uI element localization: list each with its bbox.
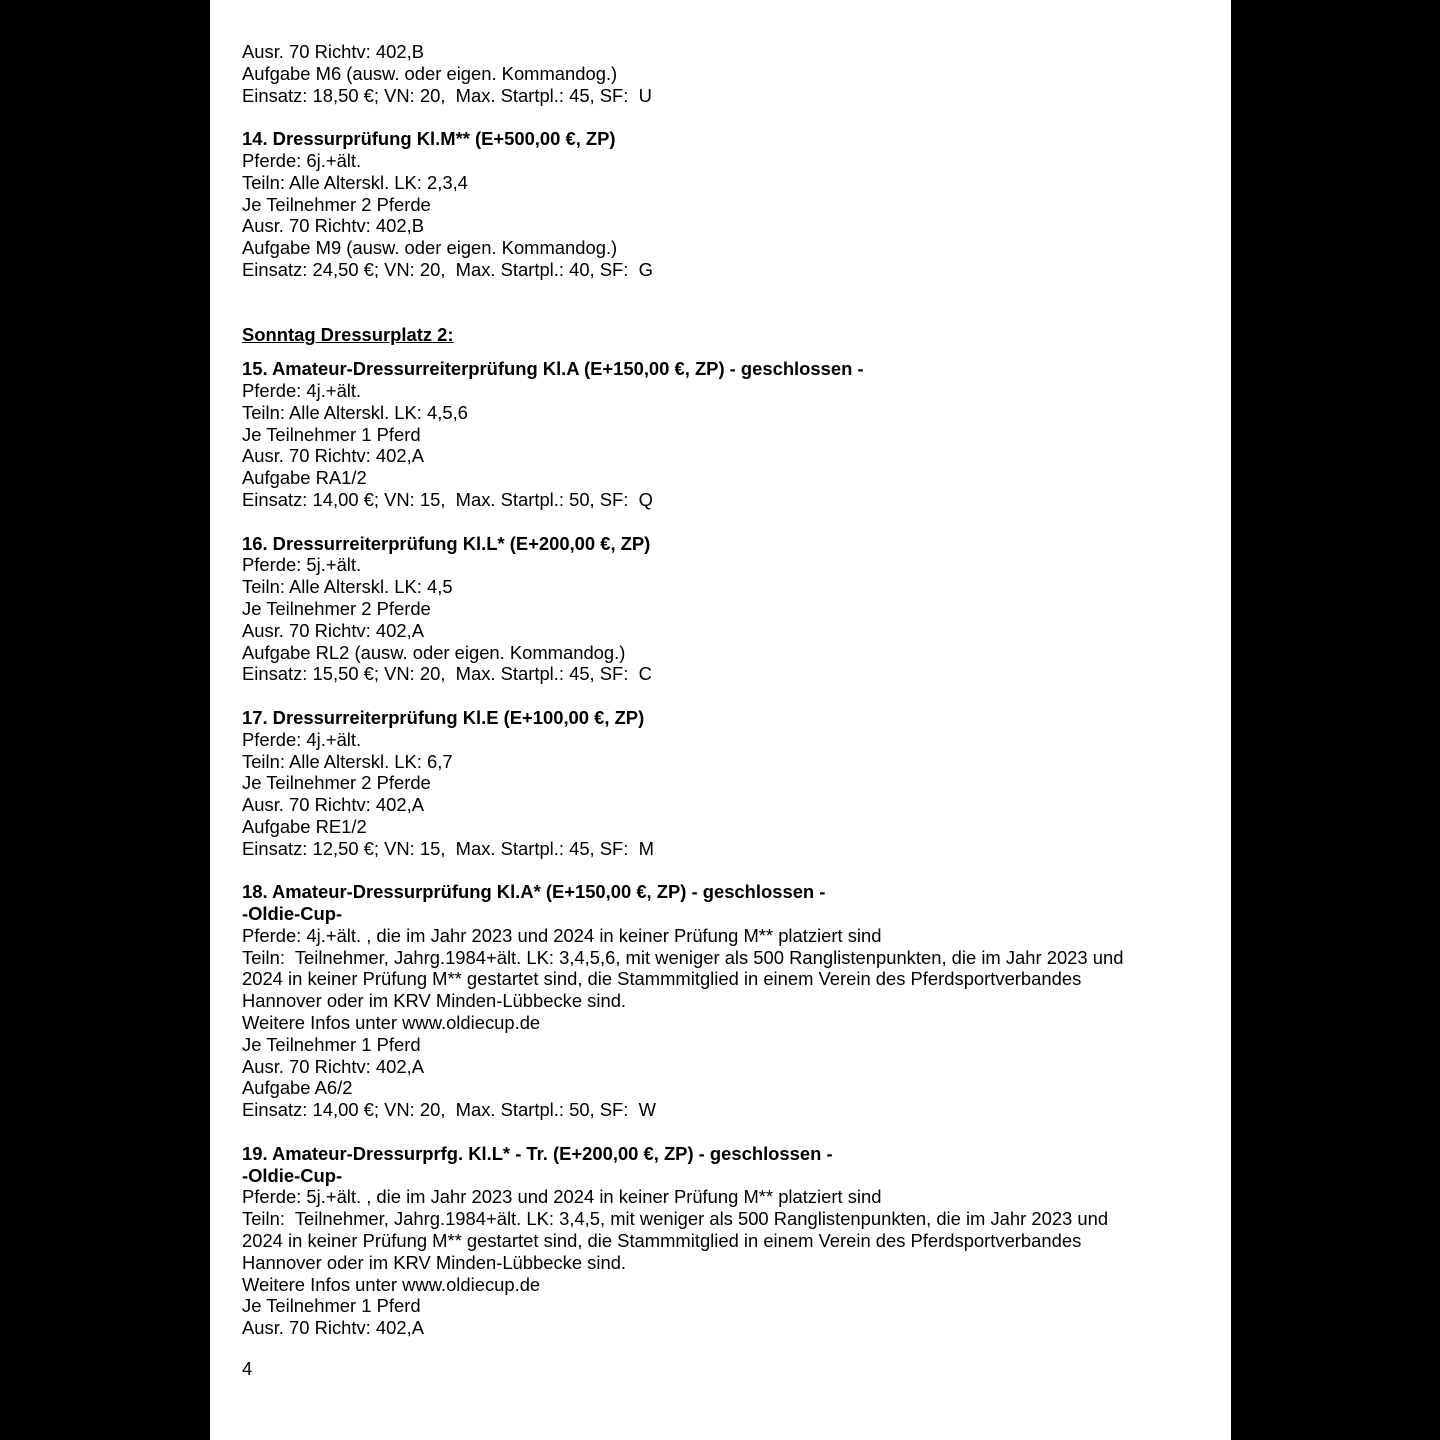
text-line: Einsatz: 18,50 €; VN: 20, Max. Startpl.: 45, SF: U	[242, 84, 652, 106]
text-line: Aufgabe RL2 (ausw. oder eigen. Kommandog.)	[242, 641, 626, 663]
text-line: Einsatz: 14,00 €; VN: 20, Max. Startpl.: 50, SF: W	[242, 1099, 656, 1121]
text-line: Hannover oder im KRV Minden-Lübbecke sind.	[242, 1251, 627, 1273]
text-line: Ausr. 70 Richtv: 402,A	[242, 1055, 424, 1077]
text-line: Aufgabe M6 (ausw. oder eigen. Kommandog.)	[242, 62, 618, 84]
competition-item-14	[242, 128, 1202, 281]
text-line: Aufgabe RE1/2	[242, 815, 367, 837]
page-number: 4	[242, 1358, 253, 1379]
text-line: Teiln: Alle Alterskl. LK: 2,3,4	[242, 171, 468, 193]
text-line: Ausr. 70 Richtv: 402,A	[242, 1317, 424, 1339]
text-line: Ausr. 70 Richtv: 402,B	[242, 41, 424, 62]
text-line: Pferde: 5j.+ält. , die im Jahr 2023 und 2024 in keiner Prüfung M** platziert sind	[242, 1186, 882, 1208]
text-line: Pferde: 5j.+ält.	[242, 554, 362, 576]
day-heading: Sonntag Dressurplatz 2:	[242, 324, 454, 346]
text-line: Je Teilnehmer 1 Pferd	[242, 423, 421, 445]
text-line: Pferde: 6j.+ält.	[242, 149, 362, 171]
text-line: Je Teilnehmer 1 Pferd	[242, 1033, 421, 1055]
text-line: Einsatz: 24,50 €; VN: 20, Max. Startpl.: 40, SF: G	[242, 258, 653, 280]
text-line: Einsatz: 15,50 €; VN: 20, Max. Startpl.: 45, SF: C	[242, 663, 652, 685]
competition-title: 19. Amateur-Dressurprfg. Kl.L* - Tr. (E+200,00 €, ZP) - geschlossen -	[242, 1142, 833, 1164]
text-line: Pferde: 4j.+ält.	[242, 728, 362, 750]
text-line: Pferde: 4j.+ält.	[242, 379, 362, 401]
text-line: Aufgabe RA1/2	[242, 467, 367, 489]
competition-subtitle: -Oldie-Cup-	[242, 1164, 343, 1186]
competition-title: 18. Amateur-Dressurprüfung Kl.A* (E+150,00 €, ZP) - geschlossen -	[242, 881, 826, 903]
text-line: Einsatz: 12,50 €; VN: 15, Max. Startpl.: 45, SF: M	[242, 837, 654, 859]
text-line: Pferde: 4j.+ält. , die im Jahr 2023 und 2024 in keiner Prüfung M** platziert sind	[242, 924, 882, 946]
text-line: Je Teilnehmer 2 Pferde	[242, 193, 431, 215]
text-line: Aufgabe M9 (ausw. oder eigen. Kommandog.)	[242, 237, 618, 259]
text-line: Ausr. 70 Richtv: 402,A	[242, 445, 424, 467]
competition-subtitle: -Oldie-Cup-	[242, 903, 343, 925]
text-line: 2024 in keiner Prüfung M** gestartet sind, die Stammmitglied in einem Verein des Pferdsportverbandes	[242, 968, 1082, 990]
competition-item-17	[242, 707, 1202, 860]
text-line: Ausr. 70 Richtv: 402,A	[242, 619, 424, 641]
competition-title: 15. Amateur-Dressurreiterprüfung Kl.A (E+150,00 €, ZP) - geschlossen -	[242, 358, 864, 380]
document-content	[242, 41, 1202, 1339]
text-line: Ausr. 70 Richtv: 402,A	[242, 794, 424, 816]
text-line: Weitere Infos unter www.oldiecup.de	[242, 1273, 541, 1295]
item-13-continuation	[242, 41, 1202, 106]
competition-item-16	[242, 533, 1202, 686]
competition-title: 17. Dressurreiterprüfung Kl.E (E+100,00 €, ZP)	[242, 706, 645, 728]
document-page	[210, 0, 1231, 1440]
competition-title: 14. Dressurprüfung Kl.M** (E+500,00 €, ZP)	[242, 128, 616, 150]
competition-item-18	[242, 881, 1202, 1121]
competition-title: 16. Dressurreiterprüfung Kl.L* (E+200,00 €, ZP)	[242, 532, 651, 554]
text-line: Teiln: Alle Alterskl. LK: 6,7	[242, 750, 453, 772]
text-line: Weitere Infos unter www.oldiecup.de	[242, 1012, 541, 1034]
competition-item-19	[242, 1143, 1202, 1339]
text-line: Teiln: Teilnehmer, Jahrg.1984+ält. LK: 3,4,5,6, mit weniger als 500 Ranglistenpunkten, die im Jahr 2023 und	[242, 946, 1124, 968]
competition-item-15	[242, 358, 1202, 511]
text-line: Einsatz: 14,00 €; VN: 15, Max. Startpl.: 50, SF: Q	[242, 488, 653, 510]
text-line: Teiln: Alle Alterskl. LK: 4,5	[242, 576, 453, 598]
text-line: Teiln: Alle Alterskl. LK: 4,5,6	[242, 401, 468, 423]
text-line: Je Teilnehmer 2 Pferde	[242, 597, 431, 619]
text-line: 2024 in keiner Prüfung M** gestartet sind, die Stammmitglied in einem Verein des Pferdsportverbandes	[242, 1230, 1082, 1252]
text-line: Ausr. 70 Richtv: 402,B	[242, 215, 424, 237]
text-line: Je Teilnehmer 1 Pferd	[242, 1295, 421, 1317]
text-line: Je Teilnehmer 2 Pferde	[242, 772, 431, 794]
text-line: Aufgabe A6/2	[242, 1077, 353, 1099]
text-line: Teiln: Teilnehmer, Jahrg.1984+ält. LK: 3,4,5, mit weniger als 500 Ranglistenpunkten, die im Jahr 2023 und	[242, 1208, 1109, 1230]
text-line: Hannover oder im KRV Minden-Lübbecke sind.	[242, 990, 627, 1012]
